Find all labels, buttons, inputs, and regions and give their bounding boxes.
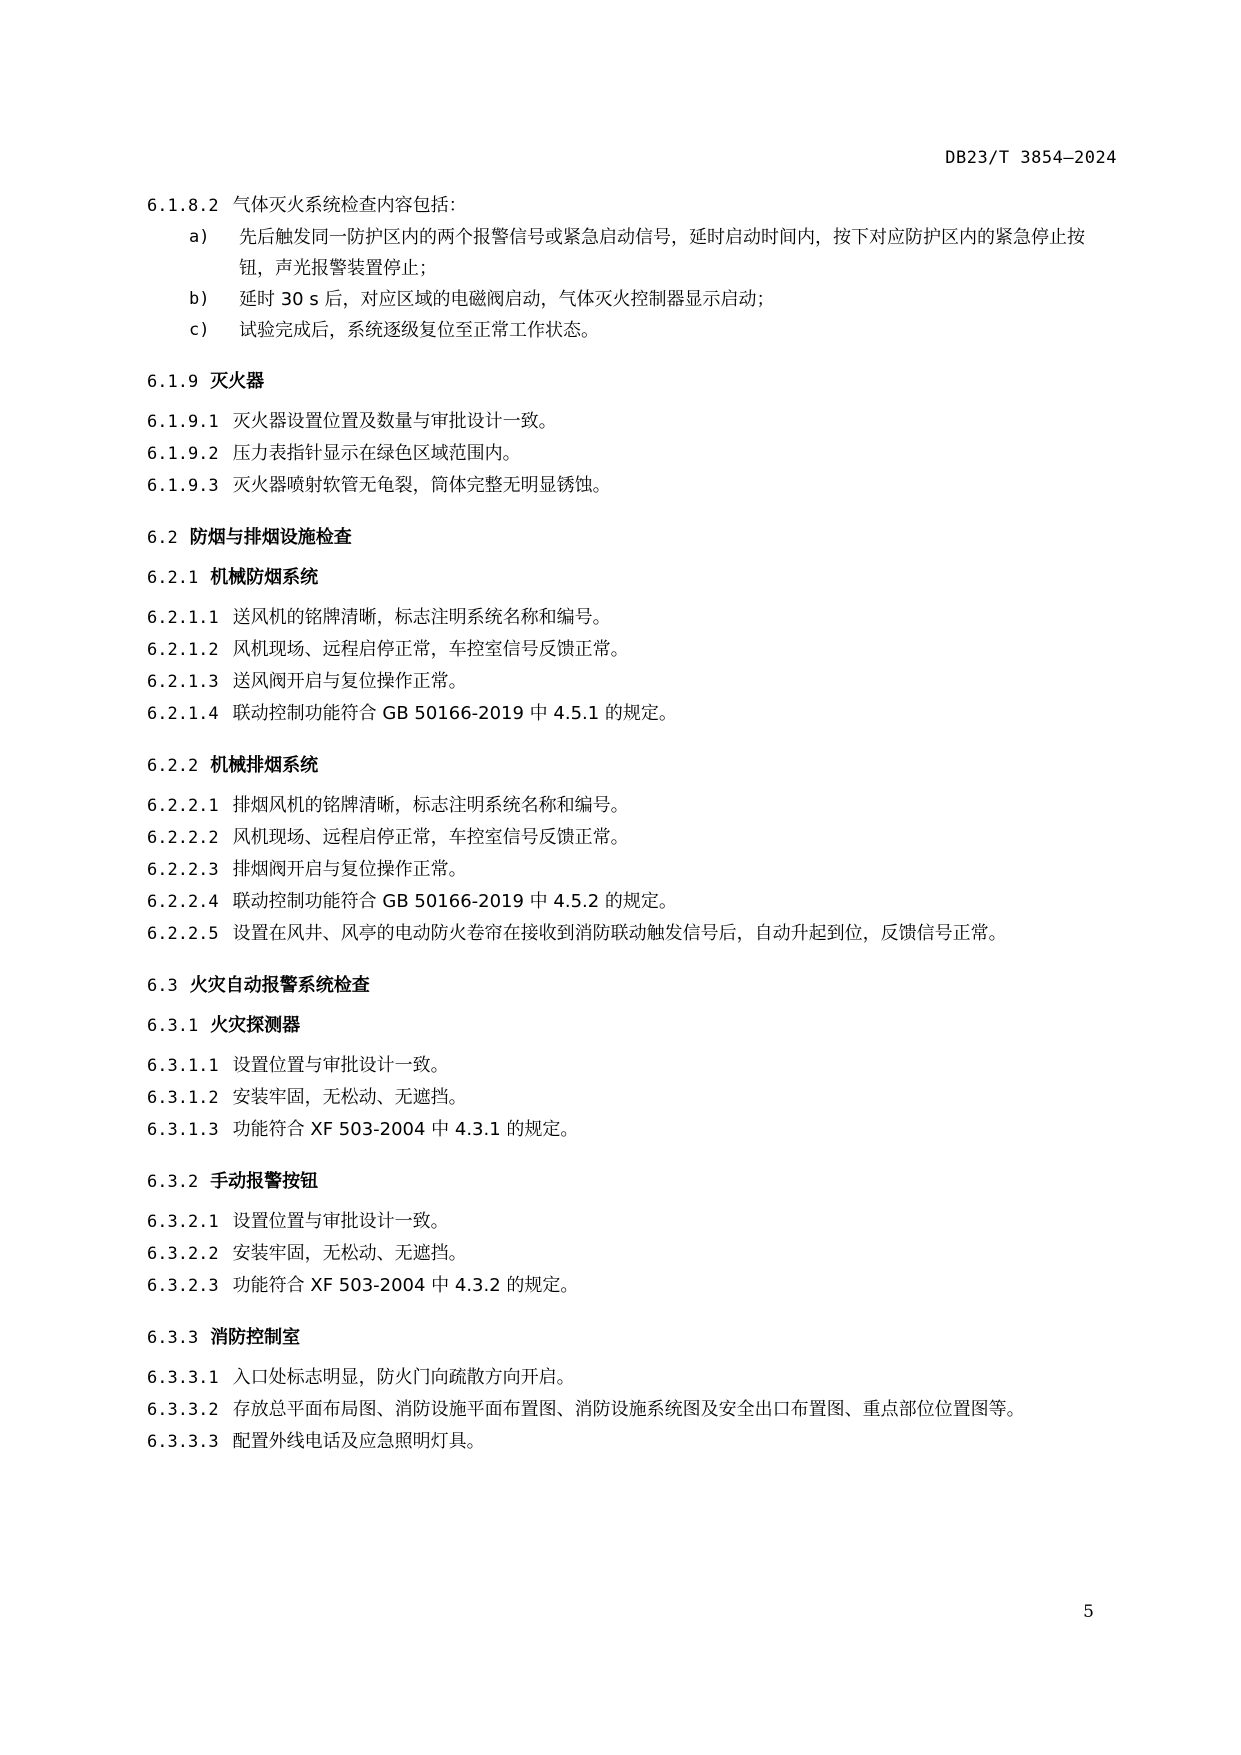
list-text: 先后触发同一防护区内的两个报警信号或紧急启动信号，延时启动时间内，按下对应防护区内的紧急停止按钮，声光报警装置停止； [239, 227, 1085, 279]
heading-title: 消防控制室 [210, 1327, 301, 1348]
clause-text: 安装牢固，无松动、无遮挡。 [232, 1087, 467, 1108]
clause-text: 送风阀开启与复位操作正常。 [232, 671, 467, 692]
heading-6-3-3 [147, 1322, 1119, 1354]
clause-text: 配置外线电话及应急照明灯具。 [232, 1431, 485, 1452]
heading-title: 机械防烟系统 [210, 567, 319, 588]
clause-6-3-2-2 [147, 1238, 1119, 1270]
clause-6-3-1-3 [147, 1114, 1119, 1146]
heading-number: 6.1.9 [147, 372, 199, 392]
clause-6-2-2-5 [147, 918, 1119, 950]
clause-text: 送风机的铭牌清晰，标志注明系统名称和编号。 [232, 607, 611, 628]
clause-text: 灭火器设置位置及数量与审批设计一致。 [232, 411, 557, 432]
clause-6-1-8-2 [147, 190, 1119, 222]
clause-number: 6.2.2.4 [147, 892, 219, 912]
list-marker: b) [189, 289, 210, 309]
clause-6-1-9-3 [147, 470, 1119, 502]
clause-6-3-3-2 [147, 1394, 1119, 1426]
clause-text: 设置在风井、风亭的电动防火卷帘在接收到消防联动触发信号后，自动升起到位，反馈信号正常。 [232, 923, 1007, 944]
list-item-b [147, 284, 1119, 315]
clause-text: 排烟阀开启与复位操作正常。 [232, 859, 467, 880]
clause-number: 6.3.2.2 [147, 1244, 219, 1264]
clause-text: 气体灭火系统检查内容包括： [232, 195, 467, 216]
heading-6-2-2 [147, 750, 1119, 782]
list-marker: a) [189, 227, 210, 247]
list-marker: c) [189, 320, 210, 340]
heading-6-2-1 [147, 562, 1119, 594]
document-body [147, 190, 1119, 1458]
clause-number: 6.1.8.2 [147, 196, 219, 216]
clause-6-3-1-1 [147, 1050, 1119, 1082]
clause-text: 功能符合 XF 503-2004 中 4.3.1 的规定。 [232, 1119, 579, 1140]
heading-6-3-1 [147, 1010, 1119, 1042]
clause-number: 6.1.9.3 [147, 476, 219, 496]
document-id: DB23/T 3854—2024 [945, 148, 1117, 168]
heading-title: 机械排烟系统 [210, 755, 319, 776]
clause-text: 灭火器喷射软管无龟裂，筒体完整无明显锈蚀。 [232, 475, 611, 496]
clause-number: 6.2.1.1 [147, 608, 219, 628]
clause-text: 入口处标志明显，防火门向疏散方向开启。 [232, 1367, 575, 1388]
clause-number: 6.2.2.3 [147, 860, 219, 880]
heading-6-3-2 [147, 1166, 1119, 1198]
heading-title: 防烟与排烟设施检查 [189, 527, 352, 548]
clause-6-3-2-1 [147, 1206, 1119, 1238]
clause-6-3-2-3 [147, 1270, 1119, 1302]
heading-number: 6.2 [147, 528, 178, 548]
clause-text: 联动控制功能符合 GB 50166-2019 中 4.5.2 的规定。 [232, 891, 677, 912]
clause-number: 6.2.2.2 [147, 828, 219, 848]
clause-6-3-1-2 [147, 1082, 1119, 1114]
clause-text: 风机现场、远程启停正常，车控室信号反馈正常。 [232, 827, 629, 848]
clause-number: 6.3.2.3 [147, 1276, 219, 1296]
clause-6-2-1-3 [147, 666, 1119, 698]
clause-text: 联动控制功能符合 GB 50166-2019 中 4.5.1 的规定。 [232, 703, 677, 724]
heading-number: 6.3.2 [147, 1172, 199, 1192]
clause-6-2-1-4 [147, 698, 1119, 730]
clause-text: 风机现场、远程启停正常，车控室信号反馈正常。 [232, 639, 629, 660]
clause-text: 排烟风机的铭牌清晰，标志注明系统名称和编号。 [232, 795, 629, 816]
clause-number: 6.2.2.5 [147, 924, 219, 944]
heading-6-2 [147, 522, 1119, 554]
clause-number: 6.3.3.3 [147, 1432, 219, 1452]
page-number: 5 [1083, 1602, 1094, 1622]
clause-text: 存放总平面布局图、消防设施平面布置图、消防设施系统图及安全出口布置图、重点部位位置图等。 [232, 1399, 1025, 1420]
clause-number: 6.2.1.4 [147, 704, 219, 724]
list-text: 试验完成后，系统逐级复位至正常工作状态。 [239, 320, 599, 341]
heading-number: 6.3 [147, 976, 178, 996]
list-item-a [147, 222, 1119, 284]
clause-6-2-2-1 [147, 790, 1119, 822]
heading-title: 灭火器 [210, 371, 265, 392]
heading-number: 6.3.3 [147, 1328, 199, 1348]
heading-title: 火灾探测器 [210, 1015, 301, 1036]
heading-6-3 [147, 970, 1119, 1002]
clause-6-2-1-1 [147, 602, 1119, 634]
clause-6-2-2-3 [147, 854, 1119, 886]
clause-number: 6.3.1.3 [147, 1120, 219, 1140]
clause-text: 设置位置与审批设计一致。 [232, 1211, 449, 1232]
clause-text: 压力表指针显示在绿色区域范围内。 [232, 443, 521, 464]
clause-6-2-2-4 [147, 886, 1119, 918]
heading-title: 手动报警按钮 [210, 1171, 319, 1192]
heading-number: 6.3.1 [147, 1016, 199, 1036]
heading-title: 火灾自动报警系统检查 [189, 975, 370, 996]
clause-number: 6.2.1.2 [147, 640, 219, 660]
heading-number: 6.2.1 [147, 568, 199, 588]
clause-number: 6.3.1.1 [147, 1056, 219, 1076]
list-item-c [147, 315, 1119, 346]
clause-text: 设置位置与审批设计一致。 [232, 1055, 449, 1076]
clause-6-3-3-1 [147, 1362, 1119, 1394]
heading-number: 6.2.2 [147, 756, 199, 776]
clause-number: 6.3.1.2 [147, 1088, 219, 1108]
heading-6-1-9 [147, 366, 1119, 398]
clause-6-2-2-2 [147, 822, 1119, 854]
clause-6-2-1-2 [147, 634, 1119, 666]
clause-number: 6.3.3.2 [147, 1400, 219, 1420]
clause-number: 6.1.9.2 [147, 444, 219, 464]
clause-number: 6.2.2.1 [147, 796, 219, 816]
clause-number: 6.2.1.3 [147, 672, 219, 692]
clause-6-3-3-3 [147, 1426, 1119, 1458]
clause-text: 功能符合 XF 503-2004 中 4.3.2 的规定。 [232, 1275, 579, 1296]
clause-6-1-9-1 [147, 406, 1119, 438]
clause-6-1-9-2 [147, 438, 1119, 470]
list-text: 延时 30 s 后，对应区域的电磁阀启动，气体灭火控制器显示启动； [239, 289, 775, 310]
clause-text: 安装牢固，无松动、无遮挡。 [232, 1243, 467, 1264]
clause-number: 6.3.2.1 [147, 1212, 219, 1232]
clause-number: 6.3.3.1 [147, 1368, 219, 1388]
clause-number: 6.1.9.1 [147, 412, 219, 432]
